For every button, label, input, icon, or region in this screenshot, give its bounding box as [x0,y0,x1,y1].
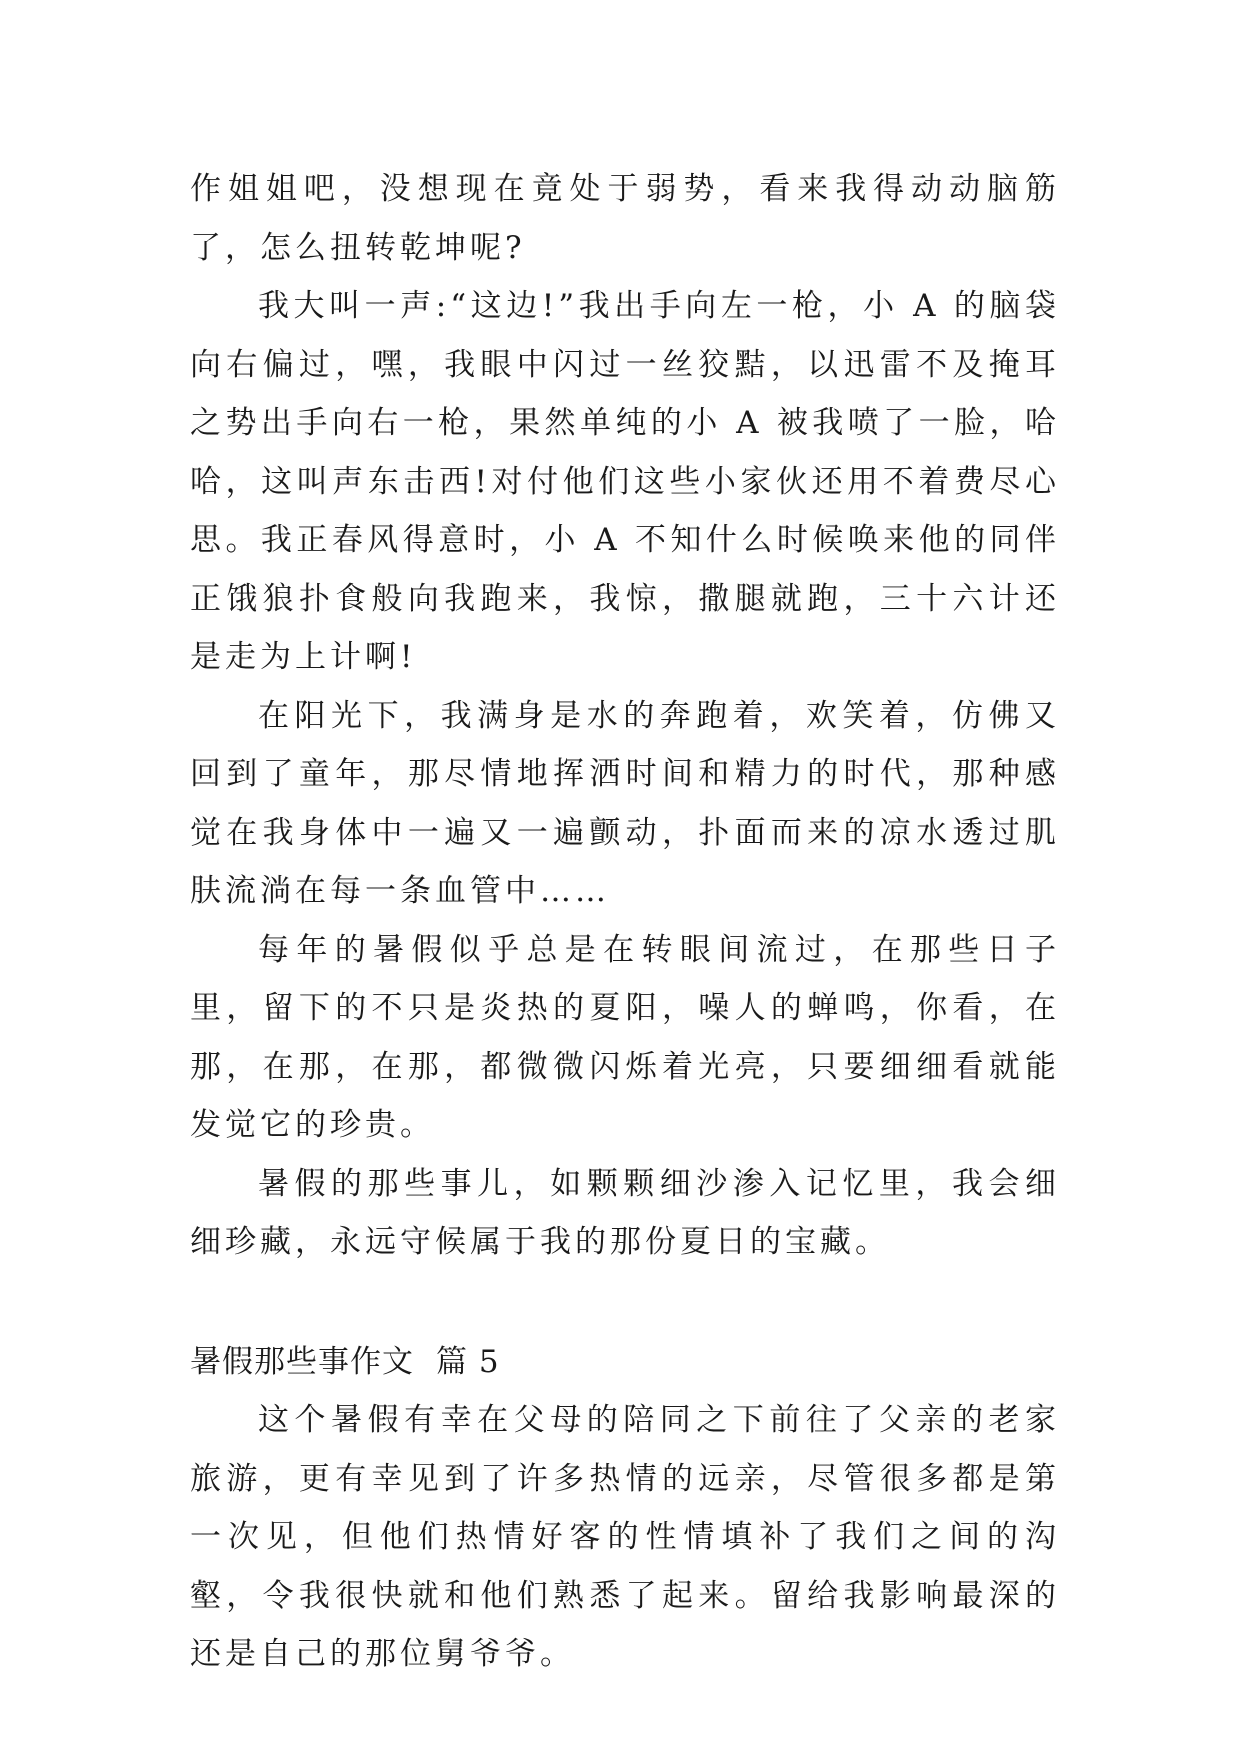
paragraph: 暑假的那些事儿，如颗颗细沙渗入记忆里，我会细细珍藏，永远守候属于我的那份夏日的宝藏。 [190,1165,1060,1260]
section-heading [190,1333,1060,1392]
paragraph-continuation: 作姐姐吧，没想现在竟处于弱势，看来我得动动脑筋了，怎么扭转乾坤呢? [190,171,1060,266]
section-title: 暑假那些事作文 [190,1343,414,1380]
paragraph: 我大叫一声:“这边!”我出手向左一枪，小 A 的脑袋向右偏过，嘿，我眼中闪过一丝狡黠，以迅雷不及掩耳之势出手向右一枪，果然单纯的小 A 被我喷了一脸，哈哈，这叫声东击西!对付他们这些小家伙还用不着费尽心思。我正春风得意时，小 A 不知什么时候唤来他的同伴正饿狼扑食般向我跑来，我惊，撒腿就跑，三十六计还是走为上计啊! [190,288,1060,675]
document-body [190,160,1060,1684]
paragraph: 每年的暑假似乎总是在转眼间流过，在那些日子里，留下的不只是炎热的夏阳，噪人的蝉鸣，你看，在那，在那，在那，都微微闪烁着光亮，只要细细看就能发觉它的珍贵。 [190,931,1060,1143]
section-number: 篇 5 [436,1343,500,1380]
paragraph: 这个暑假有幸在父母的陪同之下前往了父亲的老家旅游，更有幸见到了许多热情的远亲，尽管很多都是第一次见，但他们热情好客的性情填补了我们之间的沟壑，令我很快就和他们熟悉了起来。留给我影响最深的还是自己的那位舅爷爷。 [190,1402,1060,1672]
paragraph: 在阳光下，我满身是水的奔跑着，欢笑着，仿佛又回到了童年，那尽情地挥洒时间和精力的时代，那种感觉在我身体中一遍又一遍颤动，扑面而来的凉水透过肌肤流淌在每一条血管中…… [190,697,1060,909]
